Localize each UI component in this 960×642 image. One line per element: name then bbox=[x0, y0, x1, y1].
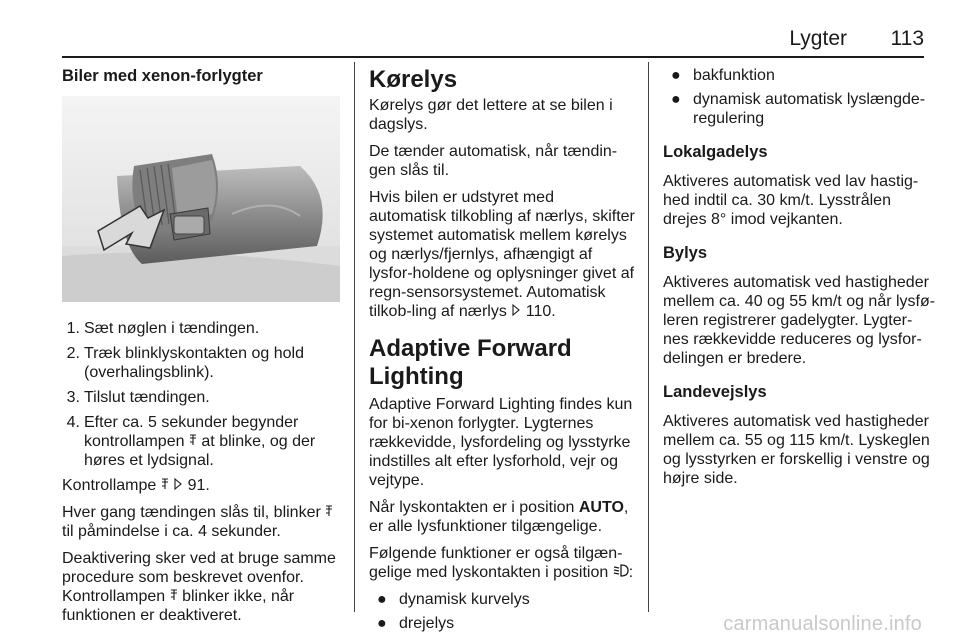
control-lamp-icon bbox=[170, 588, 178, 601]
column-divider bbox=[648, 62, 649, 612]
list-item bbox=[369, 590, 635, 609]
step-text-pre: Efter ca. 5 sekunder begynder kontrollampen bbox=[84, 414, 299, 450]
list-item-text: bakfunktion bbox=[693, 67, 775, 84]
paragraph bbox=[369, 498, 635, 536]
low-beam-icon bbox=[613, 564, 629, 577]
text: , er alle lysfunktioner tilgængelige. bbox=[369, 499, 629, 535]
section-heading: Adaptive Forward Lighting bbox=[369, 335, 572, 390]
paragraph: Aktiveres automatisk ved hastigheder mellem ca. 40 og 55 km/t og når lysfø-leren registrerer gadelygter. Lygter-nes rækkevidde reduceres og lysfor-delingen er bredere. bbox=[663, 274, 936, 367]
column-3 bbox=[663, 66, 938, 496]
list-item-text: drejelys bbox=[399, 615, 455, 632]
section-heading: Kørelys bbox=[369, 66, 458, 93]
list-item-text: dynamisk kurvelys bbox=[399, 591, 530, 608]
list-item bbox=[663, 66, 938, 85]
section-heading: Lokalgadelys bbox=[663, 143, 768, 161]
step-item bbox=[62, 413, 340, 470]
text: 91. bbox=[183, 477, 210, 494]
bullet-icon: ● bbox=[377, 615, 387, 632]
bullet-list bbox=[663, 66, 938, 128]
page-reference-icon bbox=[511, 304, 521, 316]
control-lamp-icon bbox=[325, 504, 333, 517]
control-lamp-icon bbox=[189, 433, 197, 446]
text: Hver gang tændingen slås til, blinker bbox=[62, 504, 326, 521]
text: Kontrollampe bbox=[62, 477, 161, 494]
paragraph bbox=[62, 549, 340, 625]
bullet-icon: ● bbox=[671, 67, 681, 84]
step-text: Sæt nøglen i tændingen. bbox=[84, 320, 260, 337]
watermark: carmanualsonline.info bbox=[723, 613, 922, 635]
text: Følgende funktioner er også tilgæn-gelige med lyskontakten i position bbox=[369, 545, 623, 581]
step-item bbox=[62, 388, 340, 407]
text: til påmindelse i ca. 4 sekunder. bbox=[62, 523, 281, 540]
step-item bbox=[62, 344, 340, 382]
text: blinker ikke, når funktionen er deaktiveret. bbox=[62, 588, 295, 624]
list-item bbox=[663, 90, 938, 128]
paragraph: Kørelys gør det lettere at se bilen i dagslys. bbox=[369, 97, 613, 133]
step-item bbox=[62, 319, 340, 338]
control-lamp-icon bbox=[161, 477, 169, 490]
column-2 bbox=[369, 66, 635, 639]
paragraph: De tænder automatisk, når tændin-gen slås til. bbox=[369, 143, 618, 179]
list-item-text: dynamisk automatisk lyslængde-regulering bbox=[693, 91, 926, 127]
section-heading: Landevejslys bbox=[663, 383, 767, 401]
step-text: Træk blinklyskontakten og hold (overhalingsblink). bbox=[84, 345, 304, 381]
column-1 bbox=[62, 66, 340, 633]
header-rule bbox=[62, 56, 924, 58]
text: Hvis bilen er udstyret med automatisk tilkobling af nærlys, skifter systemet automatisk mellem kørelys og nærlys/fjernlys, afhængigt af lysfor-holdene og oplysninger givet af regn-sensorsystemet. Automatisk tilkob-ling af nærlys bbox=[369, 189, 635, 320]
section-title: Lygter bbox=[789, 27, 847, 50]
step-number: 2. bbox=[66, 345, 80, 362]
auto-position-label: AUTO bbox=[578, 499, 624, 516]
column-divider bbox=[354, 62, 355, 612]
section-heading: Biler med xenon-forlygter bbox=[62, 67, 263, 85]
list-item bbox=[369, 614, 635, 633]
bullet-icon: ● bbox=[671, 91, 681, 108]
step-text: Tilslut tændingen. bbox=[84, 389, 210, 406]
steps-list bbox=[62, 319, 340, 470]
step-number: 4. bbox=[66, 414, 80, 431]
paragraph: Aktiveres automatisk ved hastigheder mellem ca. 55 og 115 km/t. Lyskeglen og lysstyrken er forskellig i venstre og højre side. bbox=[663, 413, 930, 487]
paragraph bbox=[369, 544, 635, 582]
stalk-switch-illustration bbox=[62, 96, 340, 302]
text: Deaktivering sker ved at bruge samme procedure som beskrevet ovenfor. Kontrollampen bbox=[62, 550, 336, 605]
text: 110. bbox=[521, 303, 556, 320]
text: : bbox=[628, 564, 634, 581]
page-reference-icon bbox=[173, 478, 183, 490]
paragraph: Adaptive Forward Lighting findes kun for bi-xenon forlygter. Lygternes rækkevidde, lysfordeling og lysstyrke indstilles alt efter lysforhold, vejr og vejtype. bbox=[369, 396, 633, 489]
step-number: 1. bbox=[66, 320, 80, 337]
paragraph: Aktiveres automatisk ved lav hastig-hed indtil ca. 30 km/t. Lysstrålen drejes 8° imod vejkanten. bbox=[663, 173, 919, 228]
paragraph bbox=[369, 188, 635, 321]
text: Når lyskontakten er i position bbox=[369, 499, 579, 516]
paragraph bbox=[62, 476, 340, 495]
page-header bbox=[0, 27, 960, 53]
page-number: 113 bbox=[890, 27, 924, 50]
bullet-icon: ● bbox=[377, 591, 387, 608]
step-number: 3. bbox=[66, 389, 80, 406]
paragraph bbox=[62, 503, 340, 541]
step-text-post: at blinke, og der høres et lydsignal. bbox=[84, 433, 316, 469]
section-heading: Bylys bbox=[663, 244, 708, 262]
bullet-list bbox=[369, 590, 635, 633]
